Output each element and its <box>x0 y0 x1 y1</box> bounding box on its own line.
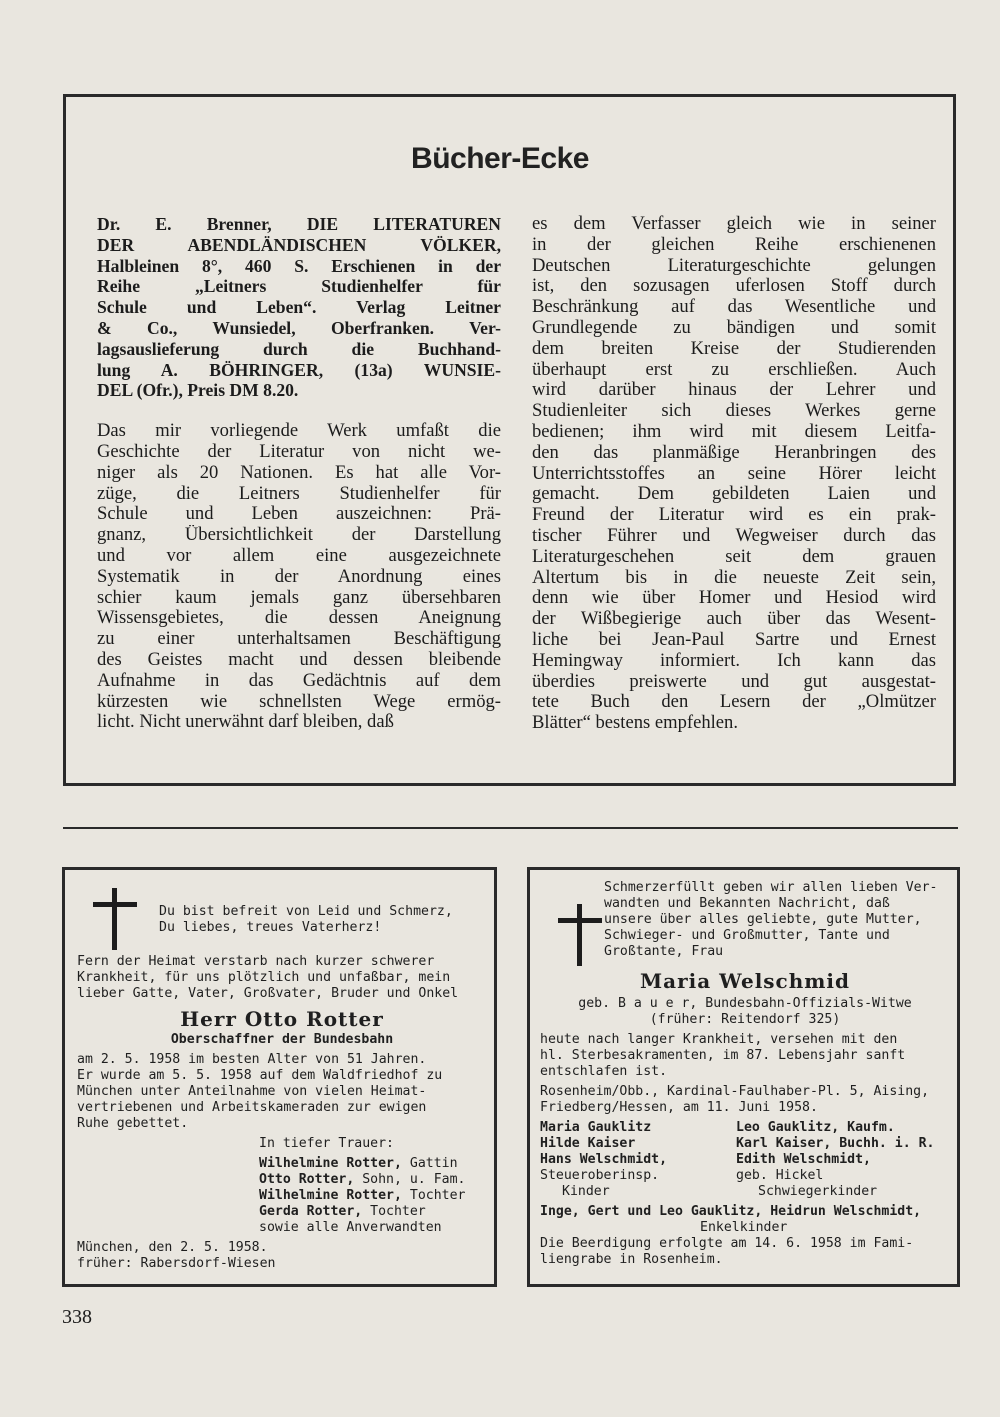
detail-line: Ruhe gebettet. <box>77 1116 189 1131</box>
review-line: denn wie über Homer und Hesiod wird <box>532 588 936 609</box>
review-line: Aufnahme in das Gedächtnis auf dem <box>97 670 501 691</box>
children-block <box>540 1120 950 1200</box>
review-line: den das planmäßige Heranbringen des <box>532 442 936 463</box>
detail-line: heute nach langer Krankheit, versehen mit den <box>540 1032 898 1047</box>
review-line: ist, den sozusagen uferlosen Stoff durch <box>532 276 936 297</box>
mourner <box>259 1156 487 1172</box>
review-text-right <box>532 214 936 734</box>
review-line: der Wißbegierige auch über das Wesent- <box>532 609 936 630</box>
mourner-name: Wilhelmine Rotter, <box>259 1188 402 1203</box>
cross-icon <box>558 904 602 966</box>
detail-line: vertriebenen und Arbeitskameraden zur ewigen <box>77 1100 427 1115</box>
mourner-relation: Tochter <box>409 1188 466 1203</box>
review-line: Literaturgeschehen seit dem grauen <box>532 546 936 567</box>
review-line: Schule und Leben auszeichnen: Prä- <box>97 504 501 525</box>
place-line: Friedberg/Hessen, am 11. Juni 1958. <box>540 1100 818 1115</box>
mourner <box>259 1204 487 1220</box>
maiden-line: (früher: Reitendorf 325) <box>649 1012 841 1027</box>
reference-line: Dr. E. Brenner, DIE LITERATUREN <box>97 214 501 234</box>
obit-verse <box>159 904 479 936</box>
section-divider <box>63 827 958 829</box>
intro-line: Schmerzerfüllt geben wir allen lieben Ver- <box>604 880 938 895</box>
cross-icon <box>93 888 137 950</box>
review-line: zu einer unterhaltsamen Beschäftigung <box>97 629 501 650</box>
book-corner-right-column <box>532 214 936 734</box>
review-text-left <box>97 421 501 733</box>
mourner-name: Gerda Rotter, <box>259 1204 363 1219</box>
detail-line: München unter Anteilnahme von vielen Heimat- <box>77 1084 427 1099</box>
review-line: Freund der Literatur wird es ein prak- <box>532 505 936 526</box>
child-left: Hans Welschmidt, <box>540 1152 668 1167</box>
intro-line: lieber Gatte, Vater, Großvater, Bruder und Onkel <box>77 986 459 1001</box>
verse-line: Du liebes, treues Vaterherz! <box>159 920 382 935</box>
review-line: Systematik in der Anordnung eines <box>97 566 501 587</box>
review-line: bedienen; ihm wird mit diesem Leitfa- <box>532 421 936 442</box>
reference-line: Halbleinen 8°, 460 S. Erschienen in der <box>97 255 501 276</box>
mourner-relation: Sohn, u. Fam. <box>362 1172 466 1187</box>
review-line: Deutschen Literaturgeschichte gelungen <box>532 255 936 276</box>
review-line: Studienleiter sich dieses Werkes gerne <box>532 401 936 422</box>
children-row <box>540 1184 950 1200</box>
detail-line: hl. Sterbesakramenten, im 87. Lebensjahr sanft <box>540 1048 906 1063</box>
mourner-name: Otto Rotter, <box>259 1172 355 1187</box>
mourner-relation: Tochter <box>370 1204 426 1219</box>
funeral-line: Die Beerdigung erfolgte am 14. 6. 1958 im Fami- <box>540 1236 914 1251</box>
mourner <box>259 1188 487 1204</box>
child-left: Maria Gauklitz <box>540 1120 652 1135</box>
page-number: 338 <box>62 1306 92 1328</box>
funeral-line: liengrabe in Rosenheim. <box>540 1252 723 1267</box>
grandchildren-line: Inge, Gert und Leo Gauklitz, Heidrun Welschmidt, <box>540 1204 922 1219</box>
children-row <box>540 1152 950 1168</box>
review-line: und vor allem eine ausgezeichnete <box>97 545 501 566</box>
reference-line: & Co., Wunsiedel, Oberfranken. Ver- <box>97 317 501 338</box>
place-line: Rosenheim/Obb., Kardinal-Faulhaber-Pl. 5, Aising, <box>540 1084 930 1099</box>
review-line: Hemingway informiert. Ich kann das <box>532 650 936 671</box>
intro-line: Großtante, Frau <box>604 944 724 959</box>
review-line: Blätter“ bestens empfehlen. <box>532 713 739 734</box>
reference-line: DER ABENDLÄNDISCHEN VÖLKER, <box>97 234 501 255</box>
book-corner-title: Bücher-Ecke <box>411 142 589 175</box>
review-line: dem breiten Kreise der Studierenden <box>532 338 936 359</box>
review-line: des Geistes macht und dessen bleibende <box>97 649 501 670</box>
intro-line: Krankheit, für uns plötzlich und unfaßbar, mein <box>77 970 451 985</box>
detail-line: entschlafen ist. <box>540 1064 668 1079</box>
mourning-label: In tiefer Trauer: <box>259 1136 394 1151</box>
place-date: München, den 2. 5. 1958. <box>77 1240 268 1255</box>
deceased-name: Herr Otto Rotter <box>180 1007 384 1031</box>
child-right: Leo Gauklitz, Kaufm. <box>736 1120 895 1135</box>
child-right: geb. Hickel <box>736 1168 824 1183</box>
review-line: schier kaum jemals ganz übersehbaren <box>97 587 501 608</box>
reference-line: DEL (Ofr.), Preis DM 8.20. <box>97 380 299 401</box>
reference-line: Reihe „Leitners Studienhelfer für <box>97 276 501 297</box>
grandchildren-label: Enkelkinder <box>700 1220 788 1235</box>
review-line: Wissensgebietes, die dessen Aneignung <box>97 608 501 629</box>
review-line: Altertum bis in die neueste Zeit sein, <box>532 567 936 588</box>
review-line: licht. Nicht unerwähnt darf bleiben, daß <box>97 712 394 733</box>
review-line: tischer Führer und Wegweiser durch das <box>532 525 936 546</box>
review-line: niger als 20 Nationen. Es hat alle Vor- <box>97 462 501 483</box>
obit-body <box>77 954 487 1272</box>
reference-line: lung A. BÖHRINGER, (13a) WUNSIE- <box>97 359 501 380</box>
children-row <box>540 1120 950 1136</box>
obit-intro <box>604 880 948 960</box>
review-line: in der gleichen Reihe erschienenen <box>532 234 936 255</box>
review-line: kürzesten wie schnellsten Wege ermög- <box>97 691 501 712</box>
review-line: gnanz, Übersichtlichkeit der Darstellung <box>97 525 501 546</box>
review-line: überdies preiswerte und gut ausgestat- <box>532 671 936 692</box>
review-line: liche bei Jean-Paul Sartre und Ernest <box>532 629 936 650</box>
deceased-title: Oberschaffner der Bundesbahn <box>170 1032 394 1047</box>
detail-line: Er wurde am 5. 5. 1958 auf dem Waldfriedhof zu <box>77 1068 443 1083</box>
child-left: Kinder <box>562 1184 610 1199</box>
child-right: Edith Welschmidt, <box>736 1152 871 1167</box>
origin: früher: Rabersdorf-Wiesen <box>77 1256 276 1271</box>
review-line: Grundlegende zu bändigen und somit <box>532 317 936 338</box>
child-left: Steueroberinsp. <box>540 1168 660 1183</box>
review-line: tete Buch den Lesern der „Olmützer <box>532 692 936 713</box>
mourner-relation: Gattin <box>409 1156 458 1171</box>
intro-line: Fern der Heimat verstarb nach kurzer schwerer <box>77 954 435 969</box>
review-line: züge, die Leitners Studienhelfer für <box>97 483 501 504</box>
intro-line: wandten und Bekannten Nachricht, daß <box>604 896 890 911</box>
child-left: Hilde Kaiser <box>540 1136 636 1151</box>
other-mourners: sowie alle Anverwandten <box>259 1220 442 1235</box>
review-line: gemacht. Dem gebildeten Laien und <box>532 484 936 505</box>
obit-body <box>540 968 950 1268</box>
review-line: Beschränkung auf das Wesentliche und <box>532 297 936 318</box>
review-line: Unterrichtsstoffes an seine Hörer leicht <box>532 463 936 484</box>
review-line: Geschichte der Literatur von nicht we- <box>97 441 501 462</box>
children-row <box>540 1168 950 1184</box>
verse-line: Du bist befreit von Leid und Schmerz, <box>159 904 453 919</box>
book-corner-left-column <box>97 214 501 733</box>
deceased-name: Maria Welschmid <box>639 969 851 993</box>
intro-line: Schwieger- und Großmutter, Tante und <box>604 928 890 943</box>
reference-line: lagsauslieferung durch die Buchhand- <box>97 338 501 359</box>
review-line: wird darüber hinaus der Lehrer und <box>532 380 936 401</box>
obituary-otto-rotter <box>62 867 497 1287</box>
detail-line: am 2. 5. 1958 im besten Alter von 51 Jahren. <box>77 1052 427 1067</box>
child-right: Karl Kaiser, Buchh. i. R. <box>736 1136 935 1151</box>
child-right: Schwiegerkinder <box>758 1184 878 1199</box>
review-line: Das mir vorliegende Werk umfaßt die <box>97 421 501 442</box>
mourner <box>259 1172 487 1188</box>
intro-line: unsere über alles geliebte, gute Mutter, <box>604 912 922 927</box>
mourner-name: Wilhelmine Rotter, <box>259 1156 402 1171</box>
book-reference <box>97 214 501 401</box>
children-row <box>540 1136 950 1152</box>
obituary-maria-welschmid <box>527 867 960 1287</box>
review-line: es dem Verfasser gleich wie in seiner <box>532 214 936 234</box>
maiden-line: geb. B a u e r, Bundesbahn-Offizials-Witwe <box>578 996 912 1011</box>
review-line: überhaupt erst zu erschließen. Auch <box>532 359 936 380</box>
reference-line: Schule und Leben“. Verlag Leitner <box>97 297 501 318</box>
mourners-block <box>77 1136 487 1236</box>
